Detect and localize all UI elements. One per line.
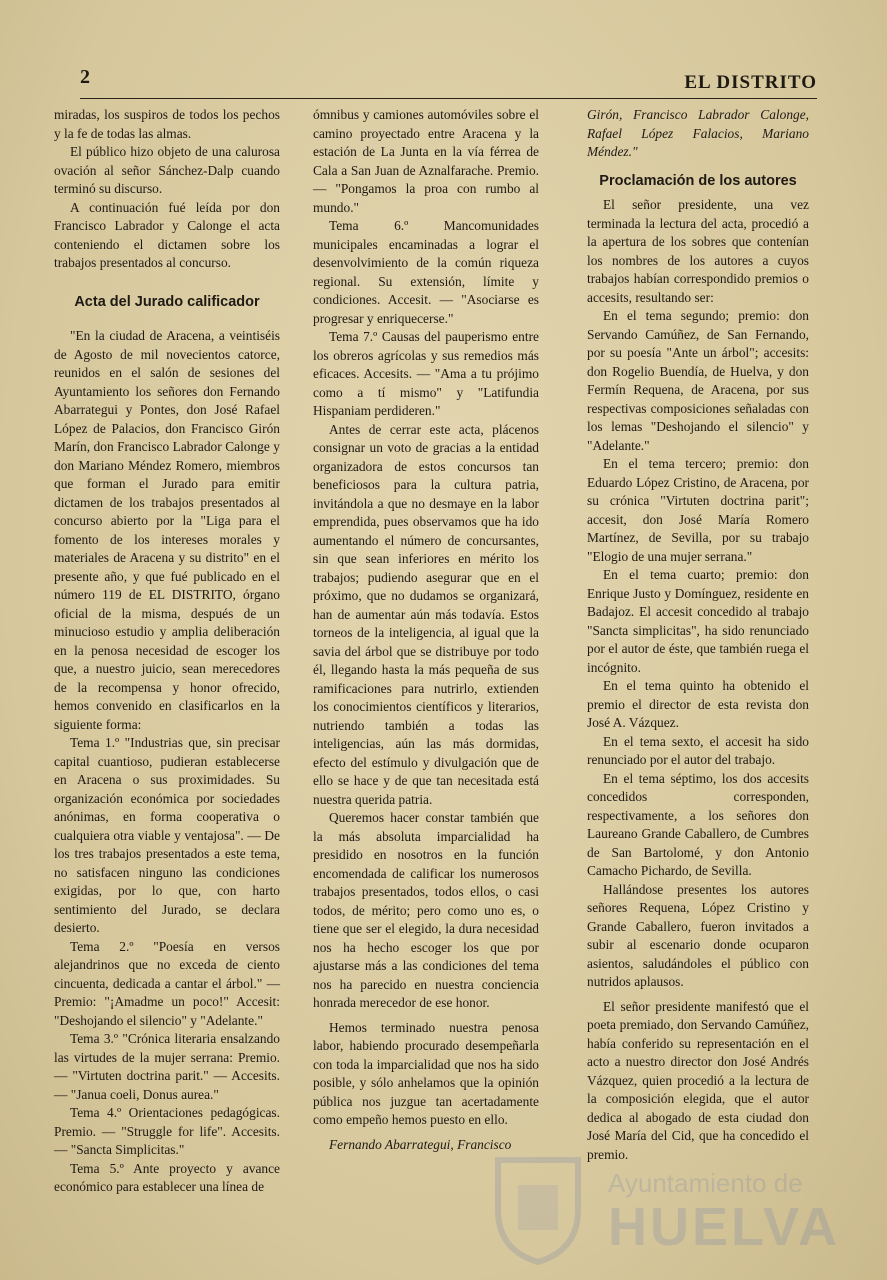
paragraph: Fernando Abarrategui, Francisco [329, 1136, 512, 1152]
section-heading: Proclamación de los autores [599, 172, 797, 189]
header-rule [80, 98, 817, 99]
paragraph: Tema 4.º Orientaciones pedagógicas. Premio. — "Struggle for life". Accesits. — "Sancta Simplicitas." [54, 1105, 280, 1157]
page-number: 2 [80, 66, 90, 88]
paragraph: En el tema cuarto; premio: don Enrique Justo y Domínguez, residente en Badajoz. El accesit concedido al trabajo "Sancta simplicitas", ha sido renunciado por el autor de éste, que también ruega el incógnito. [587, 567, 809, 675]
article-column-2 [313, 106, 539, 1154]
paragraph: A continuación fué leída por don Francisco Labrador y Calonge el acta conteniendo el dictamen sobre los trabajos presentados al concurso. [54, 199, 280, 270]
watermark-text-line2: HUELVA [608, 1197, 840, 1257]
paragraph: Tema 2.º "Poesía en versos alejandrinos que no exceda de ciento cincuenta, dedicada a cantar el árbol." — Premio: "¡Amadme un poco!" Accesit: "Deshojando el silencio" y "Adelante." [54, 938, 280, 1028]
paragraph: En el tema séptimo, los dos accesits concedidos corresponden, respectivamente, a los señores don Laureano Grande Caballero, de Cumbres de San Bartolomé, y don Antonio Camacho Pichardo, de Sevilla. [587, 770, 809, 878]
watermark [488, 1150, 840, 1270]
watermark-text-line1: Ayuntamiento de [608, 1168, 803, 1198]
paragraph: En el tema sexto, el accesit ha sido renunciado por el autor del trabajo. [587, 733, 809, 767]
section-heading: Acta del Jurado calificador [74, 293, 260, 310]
paragraph: ómnibus y camiones automóviles sobre el camino proyectado entre Aracena y la estación de La Junta en la vía férrea de Cala a San Juan de Aznalfarache. Premio. — "Pongamos la proa con rumbo al mundo." [313, 107, 539, 215]
paragraph: Girón, Francisco Labrador Calonge, Rafael López Falacios, Mariano Méndez." [587, 107, 809, 159]
paragraph: Hemos terminado nuestra penosa labor, habiendo procurado desempeñarla con toda la imparcialidad que nos ha sido posible, y sólo anhelamos que la opinión pública nos juzgue tan acertadamente como empeño hemos puesto en ello. [313, 1019, 539, 1127]
paragraph: Tema 7.º Causas del pauperismo entre los obreros agrícolas y sus remedios más eficaces. Accesits. — "Ama a tu prójimo como a tí mismo" y "Latifundia Hispaniam perdideren." [313, 329, 539, 418]
paragraph: El público hizo objeto de una calurosa ovación al señor Sánchez-Dalp cuando terminó su discurso. [54, 144, 280, 196]
paragraph: Queremos hacer constar también que la más absoluta imparcialidad ha presidido en nosotros en la función encomendada de calificar los numerosos trabajos presentados, todos ellos, o casi todos, de mérito; pero como uno es, o tiene que ser el elegido, la dura necesidad nos ha hecho escoger los que por ajustarse más a las condiciones del tema nos ha parecido en nuestra conciencia honrada merecedor de ese honor. [313, 810, 539, 1010]
paragraph: "En la ciudad de Aracena, a veintiséis de Agosto de mil novecientos catorce, reunidos en el salón de sesiones del Ayuntamiento los señores don Fernando Abarrategui y Pontes, don José Rafael López de Palacios, don Francisco Girón Marín, don Francisco Labrador Calonge y don Mariano Méndez Romero, miembros que forman el Jurado para emitir dictamen de los trabajos presentados al concurso abierto por la "Liga para el fomento de los intereses morales y materiales de Aracena y su distrito" en el presente año, y que fué publicado en el número 119 de EL DISTRITO, órgano oficial de la misma, después de un minucioso estudio y amplia deliberación en la penosa necesidad de escoger los que, a nuestro juicio, sean merecedores de la recompensa y honor ofrecido, hemos convenido en clasificarlos en la siguiente forma: [54, 328, 280, 732]
paragraph: El señor presidente, una vez terminada la lectura del acta, procedió a la apertura de los sobres que contenían los nombres de los autores a cuyos trabajos habían correspondido premios o accesits, resultando ser: [587, 197, 809, 305]
publication-title: EL DISTRITO [684, 72, 817, 93]
article-column-3 [587, 106, 809, 1164]
paragraph: Tema 3.º "Crónica literaria ensalzando las virtudes de la mujer serrana: Premio. — "Virtuten doctrina parit." — Accesits. — "Janua coeli, Donus aurea." [54, 1031, 280, 1102]
paragraph: En el tema segundo; premio: don Servando Camúñez, de San Fernando, por su poesía "Ante un árbol"; accesits: don Rogelio Buendía, de Huelva, y don Fermín Requena, de Aracena, por sus respectivas composiciones señaladas con los lemas "Deshojando el silencio" y "Adelante." [587, 308, 809, 453]
paragraph: En el tema tercero; premio: don Eduardo López Cristino, de Aracena, por su crónica "Virtuten doctrina parit"; accesit, don José María Romero Martínez, de Sevilla, por su trabajo "Elogio de una mujer serrana." [587, 456, 809, 564]
watermark-shield-icon [488, 1150, 588, 1265]
paragraph: El señor presidente manifestó que el poeta premiado, don Servando Camúñez, había conferido su representación en el acto a nuestro director don José Andrés Vázquez, quien procedió a la lectura de la composición elegida, que el autor dedica al abogado de esta ciudad don José María del Cid, que ha concedido el premio. [587, 998, 809, 1162]
paragraph: En el tema quinto ha obtenido el premio el director de esta revista don José A. Vázquez. [587, 678, 809, 730]
article-column-1 [54, 106, 280, 1197]
paragraph: Tema 1.º "Industrias que, sin precisar capital cuantioso, pudieran establecerse en Aracena o sus proximidades. Su organización económica por sociedades anónimas, en forma cooperativa o cualquiera otra viable y ventajosa". — De los tres trabajos presentados a este tema, no satisfacen ninguno las condiciones exigidas, por lo que, con harto sentimiento del Jurado, se declara desierto. [54, 735, 280, 935]
paragraph: Tema 6.º Mancomunidades municipales encaminadas a lograr el desenvolvimiento de la común riqueza regional. Su extensión, límite y condiciones. Accesit. — "Asociarse es progresar y enriquecerse." [313, 218, 539, 326]
paragraph: Hallándose presentes los autores señores Requena, López Cristino y Grande Caballero, fueron invitados a subir al escenario donde ocuparon asientos, saludándoles el público con nutridos aplausos. [587, 881, 809, 989]
paragraph: miradas, los suspiros de todos los pechos y la fe de todas las almas. [54, 107, 280, 141]
paragraph: Tema 5.º Ante proyecto y avance económico para establecer una línea de [54, 1160, 280, 1194]
paragraph: Antes de cerrar este acta, plácenos consignar un voto de gracias a la entidad organizadora de estos concursos tan beneficiosos para la cultura patria, invitándola a que no desmaye en la labor emprendida, pues observamos que ha ido aumentando el número de concursantes, sin que sean inferiores en mérito los trabajos; pudiendo asegurar que en el próximo, que no dudamos se organizará, han de aumentar aún más todavía. Estos torneos de la inteligencia, al igual que la savia del árbol que se distribuye por todo él, llegando hasta la más pequeña de sus ramificaciones para nutrirlo, extienden los conocimientos científicos y literarios, nutriendo también a todas las inteligencias, aún las más dormidas, efecto del estímulo y divulgación que de ello se hace y de que tan necesitada está nuestra querida patria. [313, 421, 539, 807]
